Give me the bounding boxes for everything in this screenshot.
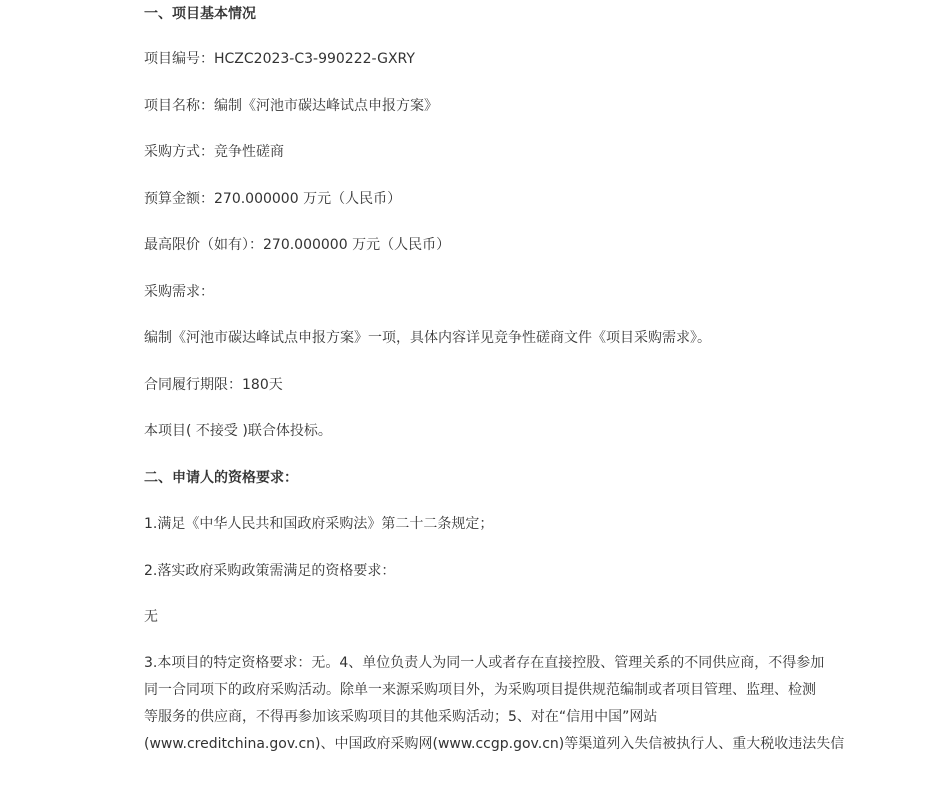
contract-period: 合同履行期限：180天: [144, 377, 283, 393]
project-name: 项目名称：编制《河池市碳达峰试点申报方案》: [144, 98, 438, 114]
qualification-item-3-line: 等服务的供应商，不得再参加该采购项目的其他采购活动；5、对在“信用中国”网站: [144, 709, 658, 725]
requirements-label: 采购需求：: [144, 284, 214, 300]
section1-heading: 一、项目基本情况: [144, 6, 256, 22]
qualification-item-3: [144, 650, 845, 758]
requirements-text: 编制《河池市碳达峰试点申报方案》一项，具体内容详见竞争性磋商文件《项目采购需求》。: [144, 330, 711, 346]
qualification-item-3-line: 3.本项目的特定资格要求：无。4、单位负责人为同一人或者存在直接控股、管理关系的不同供应商，不得参加: [144, 655, 825, 671]
qualification-item-2: 2.落实政府采购政策需满足的资格要求：: [144, 563, 396, 579]
section2-heading: 二、申请人的资格要求：: [144, 470, 298, 486]
budget-amount: 预算金额：270.000000 万元（人民币）: [144, 191, 402, 207]
max-price: 最高限价（如有）：270.000000 万元（人民币）: [144, 237, 451, 253]
procurement-method: 采购方式：竞争性磋商: [144, 144, 284, 160]
qualification-item-3-line: (www.creditchina.gov.cn)、中国政府采购网(www.ccgp.gov.cn)等渠道列入失信被执行人、重大税收违法失信: [144, 736, 845, 752]
project-number: 项目编号：HCZC2023-C3-990222-GXRY: [144, 51, 415, 67]
consortium-statement: 本项目( 不接受 )联合体投标。: [144, 423, 332, 439]
qualification-item-3-line: 同一合同项下的政府采购活动。除单一来源采购项目外，为采购项目提供规范编制或者项目管理、监理、检测: [144, 682, 816, 698]
qualification-item-1: 1.满足《中华人民共和国政府采购法》第二十二条规定；: [144, 516, 494, 532]
qualification-item-2-value: 无: [144, 609, 158, 625]
